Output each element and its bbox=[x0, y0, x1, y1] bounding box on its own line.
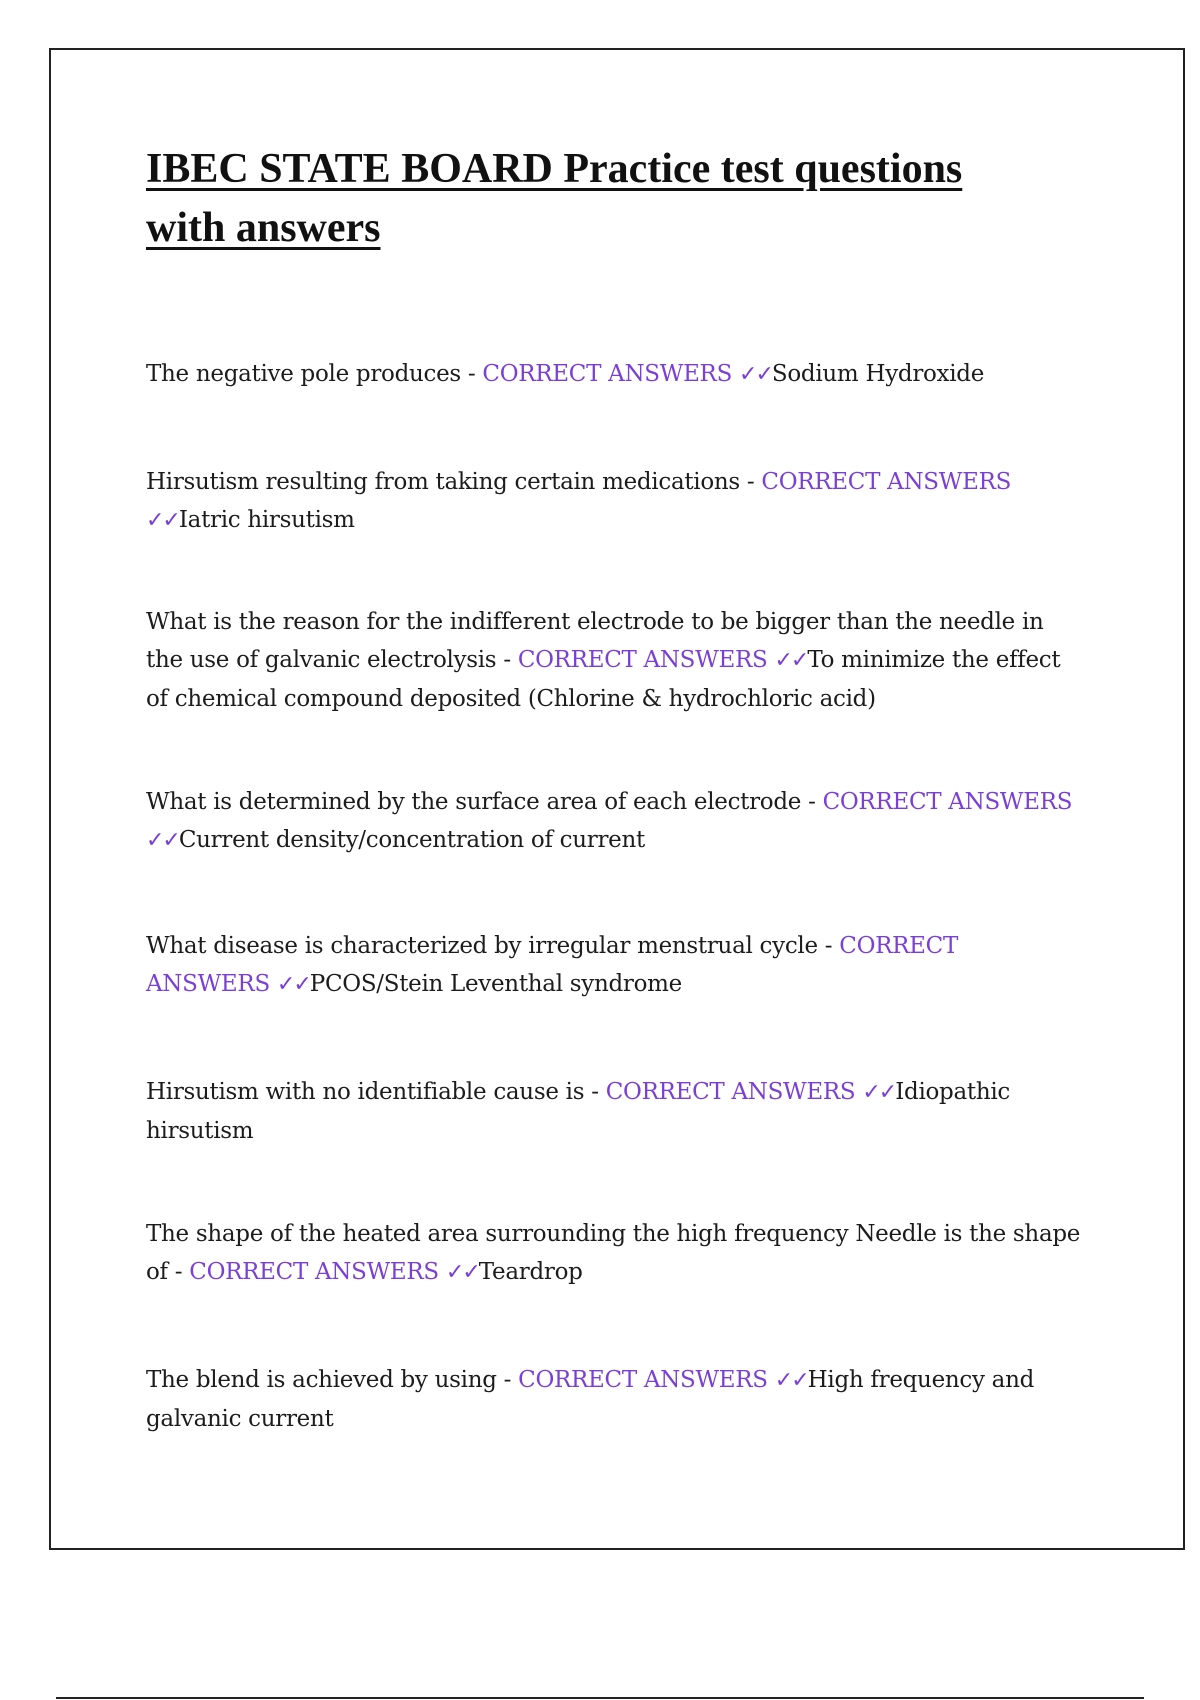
question-text: What is determined by the surface area of each electrode bbox=[146, 789, 802, 815]
separator: - bbox=[496, 647, 518, 673]
qa-item-8 bbox=[146, 1361, 1086, 1438]
correct-answers-label: CORRECT ANSWERS bbox=[517, 647, 768, 673]
double-check-icon: ✓✓ bbox=[276, 972, 310, 997]
separator: - bbox=[739, 469, 762, 495]
double-check-icon: ✓✓ bbox=[739, 362, 772, 387]
qa-item-7 bbox=[146, 1215, 1086, 1292]
correct-answers-label: CORRECT ANSWERS bbox=[822, 789, 1073, 815]
correct-answers-label: CORRECT ANSWERS bbox=[761, 469, 1012, 495]
answer-text: PCOS/Stein Leventhal syndrome bbox=[309, 971, 682, 997]
answer-text: Current density/concentration of current bbox=[178, 827, 645, 853]
qa-item-2 bbox=[146, 463, 1086, 540]
qa-item-5 bbox=[146, 927, 1086, 1004]
answer-text: Teardrop bbox=[478, 1259, 583, 1285]
answer-text: To minimize the effect of chemical compound deposited (Chlorine & hydrochloric acid) bbox=[146, 647, 1061, 712]
answer-text: Sodium Hydroxide bbox=[771, 361, 985, 387]
question-text: Hirsutism resulting from taking certain medications bbox=[146, 469, 740, 495]
separator: - bbox=[817, 933, 840, 959]
double-check-icon: ✓✓ bbox=[445, 1260, 479, 1285]
double-check-icon: ✓✓ bbox=[146, 828, 179, 853]
question-text: The blend is achieved by using bbox=[146, 1367, 497, 1393]
footer-divider bbox=[56, 1697, 1144, 1699]
correct-answers-label: CORRECT ANSWERS bbox=[518, 1367, 768, 1393]
correct-answers-label: CORRECT ANSWERS bbox=[189, 1259, 439, 1285]
qa-item-4 bbox=[146, 783, 1086, 860]
question-text: What is the reason for the indifferent electrode to be bigger than the needle in the use of galvanic electrolysis bbox=[146, 609, 1044, 673]
separator: - bbox=[801, 789, 823, 815]
double-check-icon: ✓✓ bbox=[862, 1080, 896, 1105]
double-check-icon: ✓✓ bbox=[774, 1368, 808, 1393]
qa-item-6 bbox=[146, 1073, 1086, 1150]
answer-text: Idiopathic hirsutism bbox=[146, 1079, 1010, 1144]
answer-text: High frequency and galvanic current bbox=[146, 1367, 1035, 1432]
separator: - bbox=[584, 1079, 606, 1105]
document-title: IBEC STATE BOARD Practice test questions with answers bbox=[146, 146, 963, 251]
question-text: The shape of the heated area surrounding the high frequency Needle is the shape of bbox=[146, 1221, 1081, 1285]
question-text: The negative pole produces bbox=[146, 361, 461, 387]
separator: - bbox=[496, 1367, 519, 1393]
separator: - bbox=[167, 1259, 190, 1285]
qa-item-3 bbox=[146, 603, 1086, 718]
correct-answers-label: CORRECT ANSWERS bbox=[146, 933, 958, 997]
answer-text: Iatric hirsutism bbox=[178, 507, 355, 533]
separator: - bbox=[460, 361, 483, 387]
correct-answers-label: CORRECT ANSWERS bbox=[482, 361, 733, 387]
qa-item-1 bbox=[146, 355, 1086, 394]
double-check-icon: ✓✓ bbox=[146, 508, 179, 533]
question-text: What disease is characterized by irregular menstrual cycle bbox=[146, 933, 818, 959]
correct-answers-label: CORRECT ANSWERS bbox=[605, 1079, 856, 1105]
question-text: Hirsutism with no identifiable cause is bbox=[146, 1079, 585, 1105]
double-check-icon: ✓✓ bbox=[774, 648, 808, 673]
